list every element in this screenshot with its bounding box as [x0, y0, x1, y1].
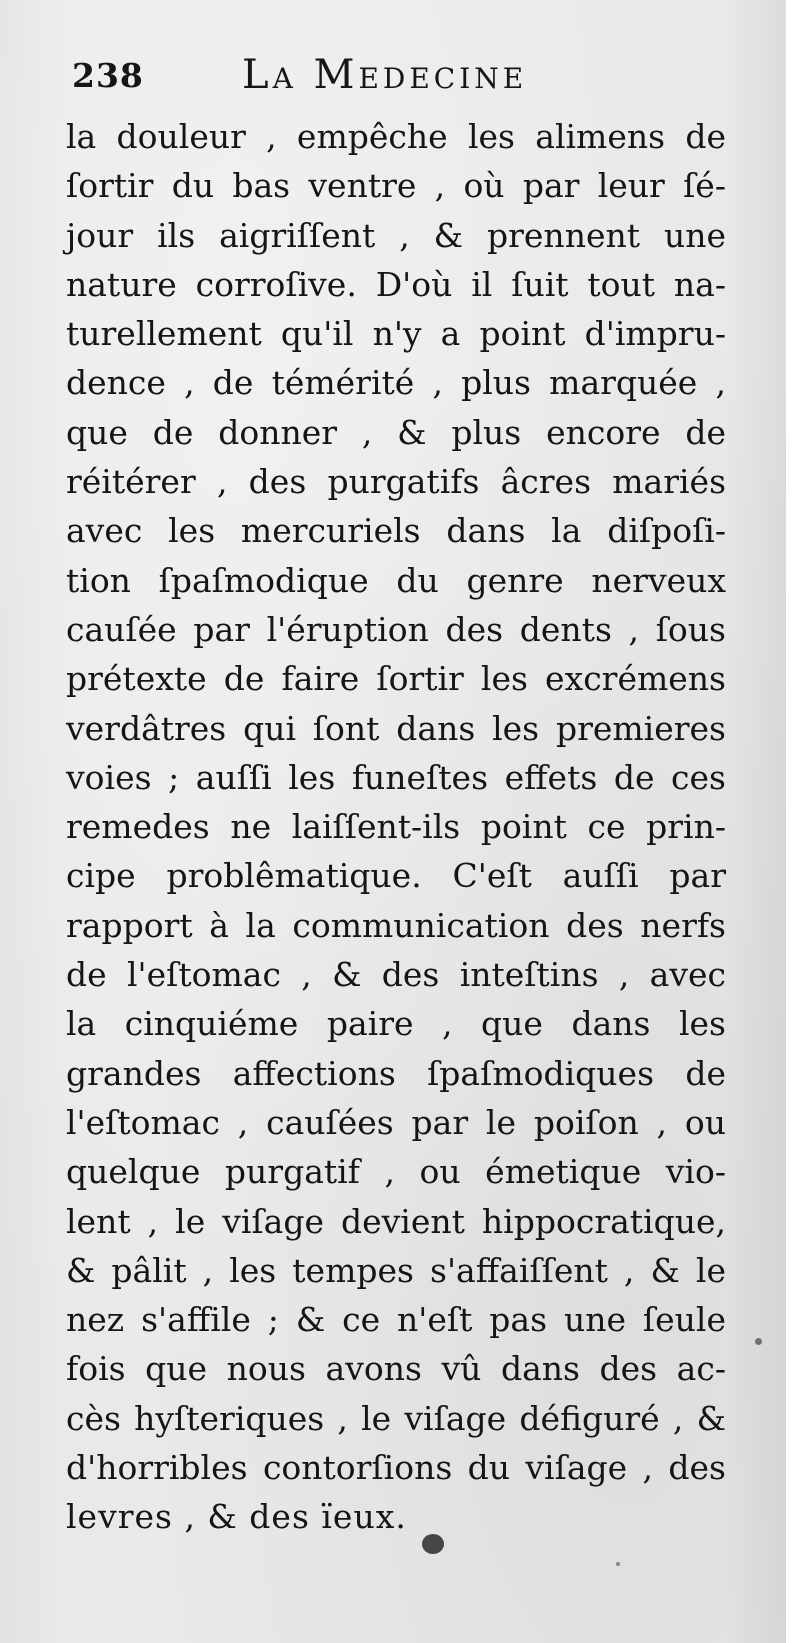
text-line: prétexte de faire ſortir les excrémens: [66, 659, 726, 699]
text-line: dence , de témérité , plus marquée ,: [66, 363, 726, 403]
text-line: cès hyſteriques , le viſage défiguré , &: [66, 1398, 726, 1438]
page-number: 238: [72, 56, 144, 95]
text-line: la cinquiéme paire , que dans les: [66, 1004, 726, 1044]
text-line: cipe problêmatique. C'eſt auſſi par: [66, 856, 726, 896]
text-line: rapport à la communication des nerfs: [66, 905, 726, 945]
text-line-last: levres , & des ïeux.: [66, 1497, 407, 1537]
text-line: ſortir du bas ventre , où par leur ſé-: [66, 166, 726, 206]
text-line: la douleur , empêche les alimens de: [66, 117, 726, 156]
text-line: & pâlit , les tempes s'affaiſſent , & le: [66, 1250, 726, 1290]
text-line: turellement qu'il n'y a point d'impru-: [66, 314, 726, 354]
text-line: tion ſpaſmodique du genre nerveux: [66, 560, 726, 600]
text-line: grandes affections ſpaſmodiques de: [66, 1053, 726, 1093]
text-line: quelque purgatif , ou émetique vio-: [66, 1152, 726, 1192]
text-line: de l'eſtomac , & des inteſtins , avec: [66, 955, 726, 995]
text-line: cauſée par l'éruption des dents , ſous: [66, 609, 726, 649]
text-line: jour ils aigriſſent , & prennent une: [66, 215, 726, 255]
ink-speck: [422, 1534, 444, 1554]
ink-speck: [755, 1338, 762, 1345]
text-line: l'eſtomac , cauſées par le poiſon , ou: [66, 1102, 726, 1142]
body-text: [66, 112, 726, 1542]
text-line: réitérer , des purgatifs âcres mariés: [66, 462, 726, 502]
text-line: voies ; auſſi les funeſtes effets de ces: [66, 757, 726, 797]
text-line: avec les mercuriels dans la diſpoſi-: [66, 511, 726, 551]
running-head: La Medecine: [242, 52, 528, 98]
text-line: nez s'affile ; & ce n'eſt pas une ſeule: [66, 1300, 726, 1340]
page-header: [62, 52, 762, 102]
text-line: d'horribles contorſions du viſage , des: [66, 1448, 726, 1488]
text-line: que de donner , & plus encore de: [66, 412, 726, 452]
ink-speck: [616, 1562, 620, 1566]
text-line: verdâtres qui ſont dans les premieres: [66, 708, 726, 748]
text-line: lent , le viſage devient hippocratique,: [66, 1201, 726, 1241]
page-margin-edge: [786, 0, 800, 1643]
text-line: fois que nous avons vû dans des ac-: [66, 1349, 726, 1389]
text-line: nature corroſive. D'où il ſuit tout na-: [66, 264, 726, 304]
text-line: remedes ne laiſſent-ils point ce prin-: [66, 807, 726, 847]
